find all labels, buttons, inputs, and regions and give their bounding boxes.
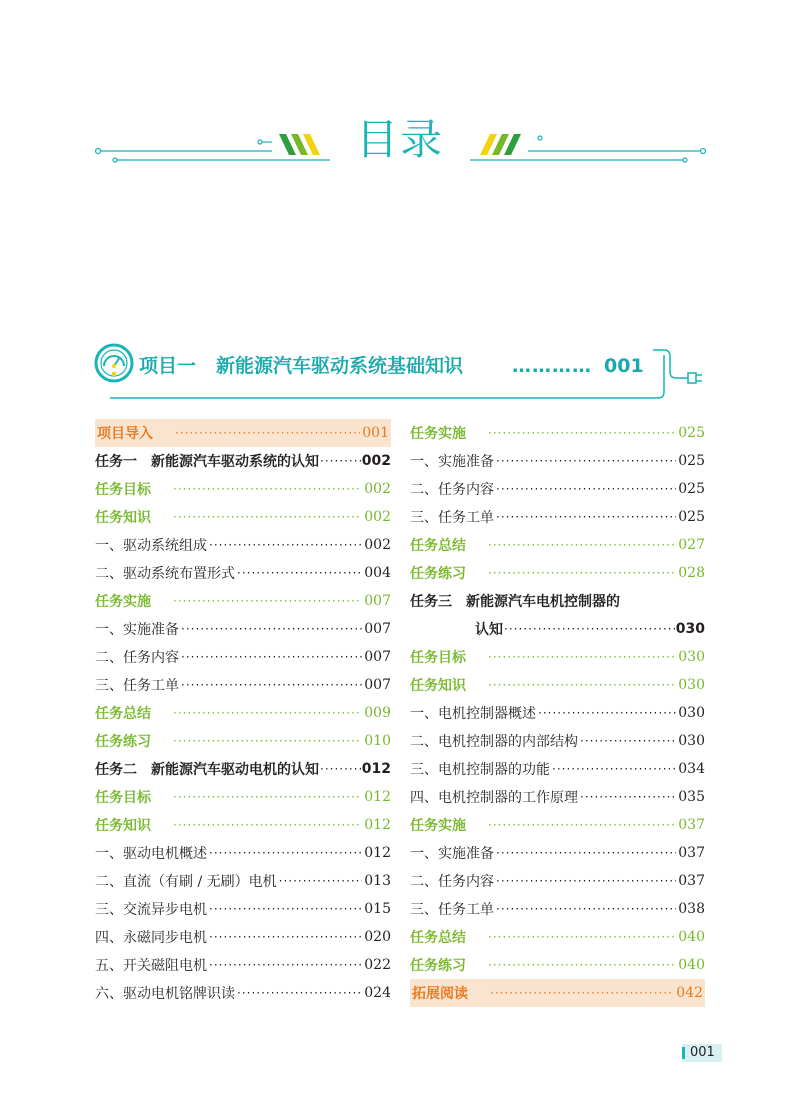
toc-entry[interactable]: 一、驱动电机概述 ····· 012 xyxy=(95,839,391,867)
toc-entry[interactable]: 一、电机控制器概述 ····· 030 xyxy=(410,699,705,727)
toc-entry[interactable]: 任务知识 ····· 030 xyxy=(410,671,705,699)
project-page-number: 001 xyxy=(604,355,644,377)
toc-entry[interactable]: 任务实施 ····· 007 xyxy=(95,587,391,615)
toc-entry[interactable]: 三、交流异步电机 ····· 015 xyxy=(95,895,391,923)
page-number-marker xyxy=(682,1047,685,1059)
toc-entry[interactable]: 任务实施 ····· 037 xyxy=(410,811,705,839)
toc-entry[interactable]: 任务总结 ····· 040 xyxy=(410,923,705,951)
toc-entry[interactable]: 三、任务工单 ····· 025 xyxy=(410,503,705,531)
toc-entry[interactable]: 任务目标 ····· 030 xyxy=(410,643,705,671)
toc-entry[interactable]: 一、实施准备 ····· 037 xyxy=(410,839,705,867)
toc-task-entry[interactable]: 任务三 新能源汽车电机控制器的 xyxy=(410,594,620,610)
toc-entry[interactable]: 一、驱动系统组成 ····· 002 xyxy=(95,531,391,559)
toc-right-column xyxy=(410,419,705,1007)
toc-entry[interactable]: 任务知识 ····· 002 xyxy=(95,503,391,531)
project-leader-dots: ………… xyxy=(512,355,592,377)
toc-entry[interactable]: 任务练习 ····· 040 xyxy=(410,951,705,979)
toc-entry[interactable]: 一、实施准备 ····· 025 xyxy=(410,447,705,475)
toc-entry[interactable]: 二、任务内容 ····· 007 xyxy=(95,643,391,671)
toc-entry[interactable]: 任务目标 ····· 012 xyxy=(95,783,391,811)
toc-entry[interactable]: 六、驱动电机铭牌识读 ····· 024 xyxy=(95,979,391,1007)
project-gauge-icon xyxy=(96,345,132,381)
toc-entry[interactable]: 任务实施 ····· 025 xyxy=(410,419,705,447)
toc-entry[interactable]: 二、任务内容 ····· 037 xyxy=(410,867,705,895)
toc-task-entry-continued[interactable]: 认知 ····· 030 xyxy=(410,615,705,643)
toc-entry[interactable]: 二、电机控制器的内部结构 ····· 030 xyxy=(410,727,705,755)
toc-entry[interactable]: 任务目标 ····· 002 xyxy=(95,475,391,503)
toc-entry[interactable]: 任务练习 ····· 028 xyxy=(410,559,705,587)
toc-entry[interactable]: 四、电机控制器的工作原理 ····· 035 xyxy=(410,783,705,811)
toc-entry[interactable]: 三、任务工单 ····· 007 xyxy=(95,671,391,699)
toc-entry[interactable]: 二、驱动系统布置形式 ····· 004 xyxy=(95,559,391,587)
toc-entry[interactable]: 拓展阅读 ····· 042 xyxy=(410,979,705,1007)
toc-entry[interactable]: 五、开关磁阻电机 ····· 022 xyxy=(95,951,391,979)
project-heading xyxy=(139,354,463,378)
toc-entry[interactable]: 任务总结 ····· 009 xyxy=(95,699,391,727)
page-title: 目录 xyxy=(355,115,444,164)
project-label: 项目一 xyxy=(139,355,197,377)
project-name: 新能源汽车驱动系统基础知识 xyxy=(216,355,464,377)
page-number: 001 xyxy=(690,1045,715,1060)
toc-entry[interactable]: 三、任务工单 ····· 038 xyxy=(410,895,705,923)
toc-entry[interactable]: 项目导入 ····· 001 xyxy=(95,419,391,447)
toc-entry[interactable]: 二、直流（有刷 / 无刷）电机 ····· 013 xyxy=(95,867,391,895)
toc-entry[interactable]: 四、永磁同步电机 ····· 020 xyxy=(95,923,391,951)
toc-task-entry[interactable]: 任务一 新能源汽车驱动系统的认知 ····· 002 xyxy=(95,447,391,475)
toc-entry[interactable]: 一、实施准备 ····· 007 xyxy=(95,615,391,643)
toc-entry[interactable]: 任务总结 ····· 027 xyxy=(410,531,705,559)
toc-entry[interactable]: 三、电机控制器的功能 ····· 034 xyxy=(410,755,705,783)
toc-entry[interactable]: 任务知识 ····· 012 xyxy=(95,811,391,839)
toc-task-entry[interactable]: 任务二 新能源汽车驱动电机的认知 ····· 012 xyxy=(95,755,391,783)
toc-entry[interactable]: 任务练习 ····· 010 xyxy=(95,727,391,755)
toc-entry[interactable]: 二、任务内容 ····· 025 xyxy=(410,475,705,503)
page-number-tab xyxy=(682,1044,722,1062)
toc-left-column xyxy=(95,419,391,1007)
